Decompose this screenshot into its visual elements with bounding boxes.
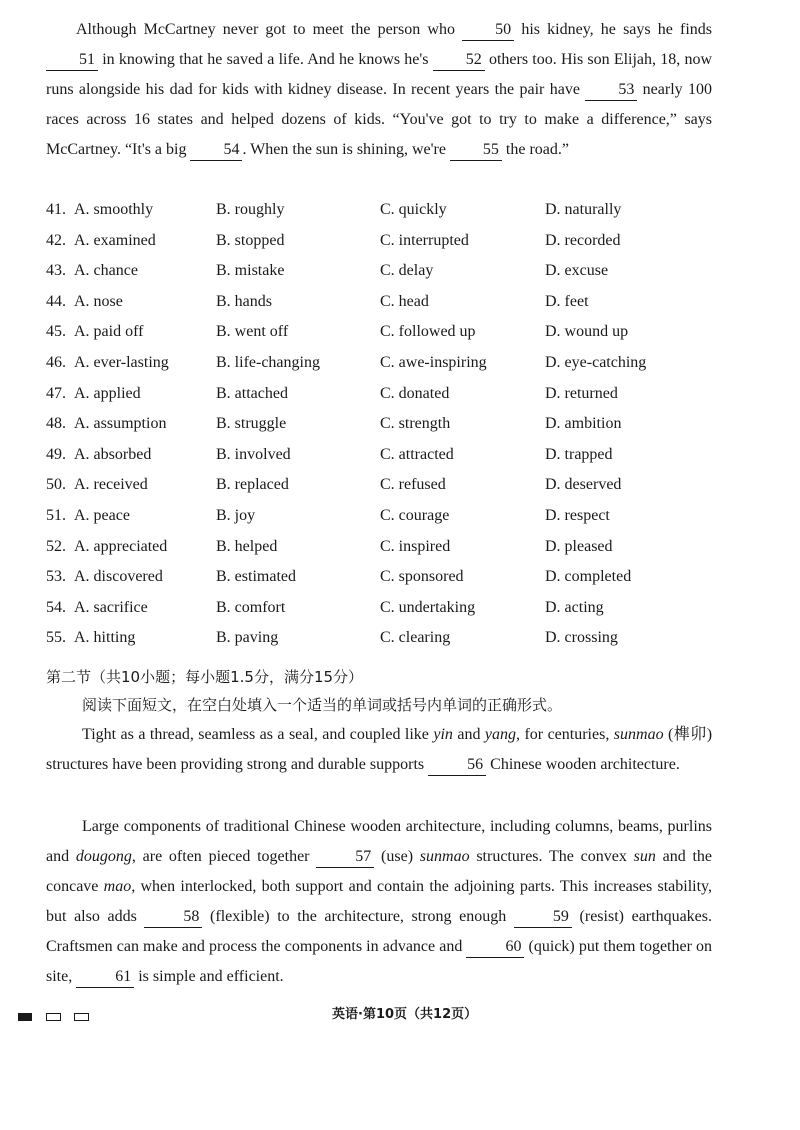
italic-term: dougong bbox=[75, 848, 132, 865]
blank-52: 52 bbox=[433, 50, 485, 71]
blank-57: 57 bbox=[316, 847, 374, 868]
option-a: A. appreciated bbox=[74, 537, 168, 555]
sunmao-paragraph-1 bbox=[46, 720, 712, 780]
answer-options-list bbox=[46, 201, 746, 660]
option-d: D. completed bbox=[545, 568, 632, 586]
option-c: C. followed up bbox=[380, 323, 476, 341]
blank-56: 56 bbox=[428, 755, 486, 776]
option-b: B. life-changing bbox=[216, 353, 320, 371]
option-b: B. involved bbox=[216, 445, 291, 463]
option-b: B. went off bbox=[216, 323, 289, 341]
solid-square-mark bbox=[18, 1013, 32, 1021]
text-segment: Although McCartney never got to meet the person who bbox=[76, 21, 455, 38]
option-b: B. estimated bbox=[216, 568, 296, 586]
option-a: A. examined bbox=[74, 231, 156, 249]
option-d: D. returned bbox=[545, 384, 618, 402]
text-segment: (use) bbox=[381, 848, 414, 865]
option-c: C. donated bbox=[380, 384, 450, 402]
option-a: A. ever-lasting bbox=[74, 353, 169, 371]
text-segment: (resist) earthquakes. Craftsmen can make and process the components in advance and bbox=[46, 908, 713, 955]
option-d: D. eye-catching bbox=[545, 353, 647, 371]
option-a: A. peace bbox=[74, 506, 130, 524]
option-b: B. replaced bbox=[216, 476, 289, 494]
question-number: 53. bbox=[46, 568, 66, 586]
option-b: B. mistake bbox=[216, 262, 285, 280]
option-a: A. applied bbox=[74, 384, 141, 402]
text-segment: in knowing that he saved a life. And he knows he's bbox=[102, 51, 429, 68]
text-segment: and bbox=[457, 726, 481, 743]
text-segment: , for centuries, bbox=[516, 726, 610, 743]
section-heading: 第二节（共10小题；每小题1.5分，满分15分） bbox=[46, 668, 364, 686]
option-a: A. chance bbox=[74, 262, 138, 280]
text-segment: others too. His son Elijah, 18, now runs alongside his dad for kids with kidney disease. In recent years the pair have bbox=[46, 51, 713, 98]
option-a: A. absorbed bbox=[74, 445, 152, 463]
text-segment: , are often pieced together bbox=[131, 848, 310, 865]
option-d: D. recorded bbox=[545, 231, 621, 249]
option-c: C. undertaking bbox=[380, 598, 476, 616]
question-row bbox=[46, 354, 746, 385]
option-a: A. hitting bbox=[74, 629, 136, 647]
option-d: D. crossing bbox=[545, 629, 618, 647]
question-row bbox=[46, 201, 746, 232]
blank-59: 59 bbox=[514, 907, 572, 928]
option-d: D. pleased bbox=[545, 537, 613, 555]
option-c: C. clearing bbox=[380, 629, 451, 647]
option-b: B. paving bbox=[216, 629, 279, 647]
italic-term: yin bbox=[433, 726, 453, 743]
question-row bbox=[46, 568, 746, 599]
question-row bbox=[46, 538, 746, 569]
text-segment: Chinese wooden architecture. bbox=[490, 756, 680, 773]
question-number: 43. bbox=[46, 262, 66, 280]
italic-term: mao bbox=[103, 878, 132, 895]
sunmao-paragraph-2 bbox=[46, 812, 712, 992]
blank-60: 60 bbox=[466, 937, 524, 958]
option-c: C. quickly bbox=[380, 201, 447, 218]
text-segment: is simple and efficient. bbox=[138, 968, 284, 985]
question-number: 55. bbox=[46, 629, 66, 647]
question-number: 46. bbox=[46, 353, 66, 371]
question-row bbox=[46, 385, 746, 416]
option-b: B. stopped bbox=[216, 231, 285, 249]
text-segment: (quick) put them together on site, bbox=[46, 938, 713, 985]
option-a: A. paid off bbox=[74, 323, 144, 341]
option-c: C. courage bbox=[380, 506, 450, 524]
italic-term: sunmao bbox=[613, 726, 664, 743]
option-d: D. ambition bbox=[545, 415, 622, 433]
italic-term: sunmao bbox=[419, 848, 470, 865]
question-number: 52. bbox=[46, 537, 66, 555]
option-c: C. interrupted bbox=[380, 231, 469, 249]
blank-58: 58 bbox=[144, 907, 202, 928]
passage-closing-paragraph bbox=[46, 15, 712, 165]
option-d: D. feet bbox=[545, 292, 589, 310]
option-d: D. naturally bbox=[545, 201, 622, 218]
option-a: A. received bbox=[74, 476, 148, 494]
question-number: 54. bbox=[46, 598, 66, 616]
text-segment: and the concave bbox=[46, 848, 713, 895]
option-d: D. respect bbox=[545, 506, 610, 524]
text-segment: the road.” bbox=[505, 141, 569, 158]
question-row bbox=[46, 629, 746, 660]
option-c: C. strength bbox=[380, 415, 451, 433]
option-d: D. deserved bbox=[545, 476, 622, 494]
text-segment: . When the sun is shining, we're bbox=[242, 141, 446, 158]
blank-51: 51 bbox=[46, 50, 98, 71]
option-b: B. helped bbox=[216, 537, 278, 555]
option-b: B. comfort bbox=[216, 598, 286, 616]
question-row bbox=[46, 599, 746, 630]
question-row bbox=[46, 507, 746, 538]
blank-53: 53 bbox=[585, 80, 637, 101]
text-segment: (flexible) to the architecture, strong enough bbox=[210, 908, 507, 925]
page-number-footer: 英语·第10页（共12页） bbox=[332, 1007, 478, 1022]
section-instruction: 阅读下面短文，在空白处填入一个适当的单词或括号内单词的正确形式。 bbox=[82, 696, 563, 714]
italic-term: yang bbox=[484, 726, 517, 743]
question-row bbox=[46, 476, 746, 507]
question-number: 45. bbox=[46, 323, 66, 341]
option-a: A. smoothly bbox=[74, 201, 154, 218]
question-row bbox=[46, 415, 746, 446]
question-row bbox=[46, 323, 746, 354]
option-c: C. refused bbox=[380, 476, 446, 494]
option-b: B. joy bbox=[216, 506, 256, 524]
text-segment: (榫卯) structures have been providing strong and durable supports bbox=[46, 726, 713, 773]
option-d: D. excuse bbox=[545, 262, 609, 280]
question-number: 49. bbox=[46, 445, 66, 463]
option-c: C. sponsored bbox=[380, 568, 464, 586]
question-row bbox=[46, 232, 746, 263]
italic-term: sun bbox=[633, 848, 656, 865]
option-a: A. discovered bbox=[74, 568, 163, 586]
question-number: 47. bbox=[46, 384, 66, 402]
option-d: D. wound up bbox=[545, 323, 629, 341]
text-segment: Tight as a thread, seamless as a seal, and coupled like bbox=[82, 726, 429, 743]
option-c: C. awe-inspiring bbox=[380, 353, 487, 371]
text-segment: , when interlocked, both support and contain the adjoining parts. This increases stability, but also adds bbox=[46, 878, 713, 925]
hollow-square-mark bbox=[46, 1013, 61, 1021]
text-segment: his kidney, he says he finds bbox=[521, 21, 713, 38]
option-b: B. struggle bbox=[216, 415, 287, 433]
text-segment: nearly 100 races across 16 states and helped dozens of kids. “You've got to try to make a difference,” says McCartney. “It's a big bbox=[46, 81, 713, 158]
option-c: C. head bbox=[380, 292, 429, 310]
text-segment: Large components of traditional Chinese wooden architecture, including columns, beams, purlins and bbox=[46, 818, 712, 865]
blank-50: 50 bbox=[462, 20, 514, 41]
question-number: 48. bbox=[46, 415, 66, 433]
text-segment: structures. The convex bbox=[476, 848, 627, 865]
option-c: C. delay bbox=[380, 262, 434, 280]
option-d: D. acting bbox=[545, 598, 604, 616]
question-row bbox=[46, 293, 746, 324]
option-b: B. attached bbox=[216, 384, 288, 402]
question-row bbox=[46, 262, 746, 293]
option-b: B. roughly bbox=[216, 201, 285, 218]
option-c: C. inspired bbox=[380, 537, 451, 555]
blank-54: 54 bbox=[190, 140, 242, 161]
hollow-square-mark bbox=[74, 1013, 89, 1021]
blank-61: 61 bbox=[76, 967, 134, 988]
question-number: 51. bbox=[46, 506, 66, 524]
option-a: A. assumption bbox=[74, 415, 167, 433]
question-number: 50. bbox=[46, 476, 66, 494]
blank-55: 55 bbox=[450, 140, 502, 161]
question-number: 42. bbox=[46, 231, 66, 249]
option-a: A. sacrifice bbox=[74, 598, 148, 616]
option-d: D. trapped bbox=[545, 445, 613, 463]
option-b: B. hands bbox=[216, 292, 272, 310]
question-row bbox=[46, 446, 746, 477]
question-number: 44. bbox=[46, 292, 66, 310]
option-a: A. nose bbox=[74, 292, 123, 310]
option-c: C. attracted bbox=[380, 445, 454, 463]
question-number: 41. bbox=[46, 201, 66, 218]
